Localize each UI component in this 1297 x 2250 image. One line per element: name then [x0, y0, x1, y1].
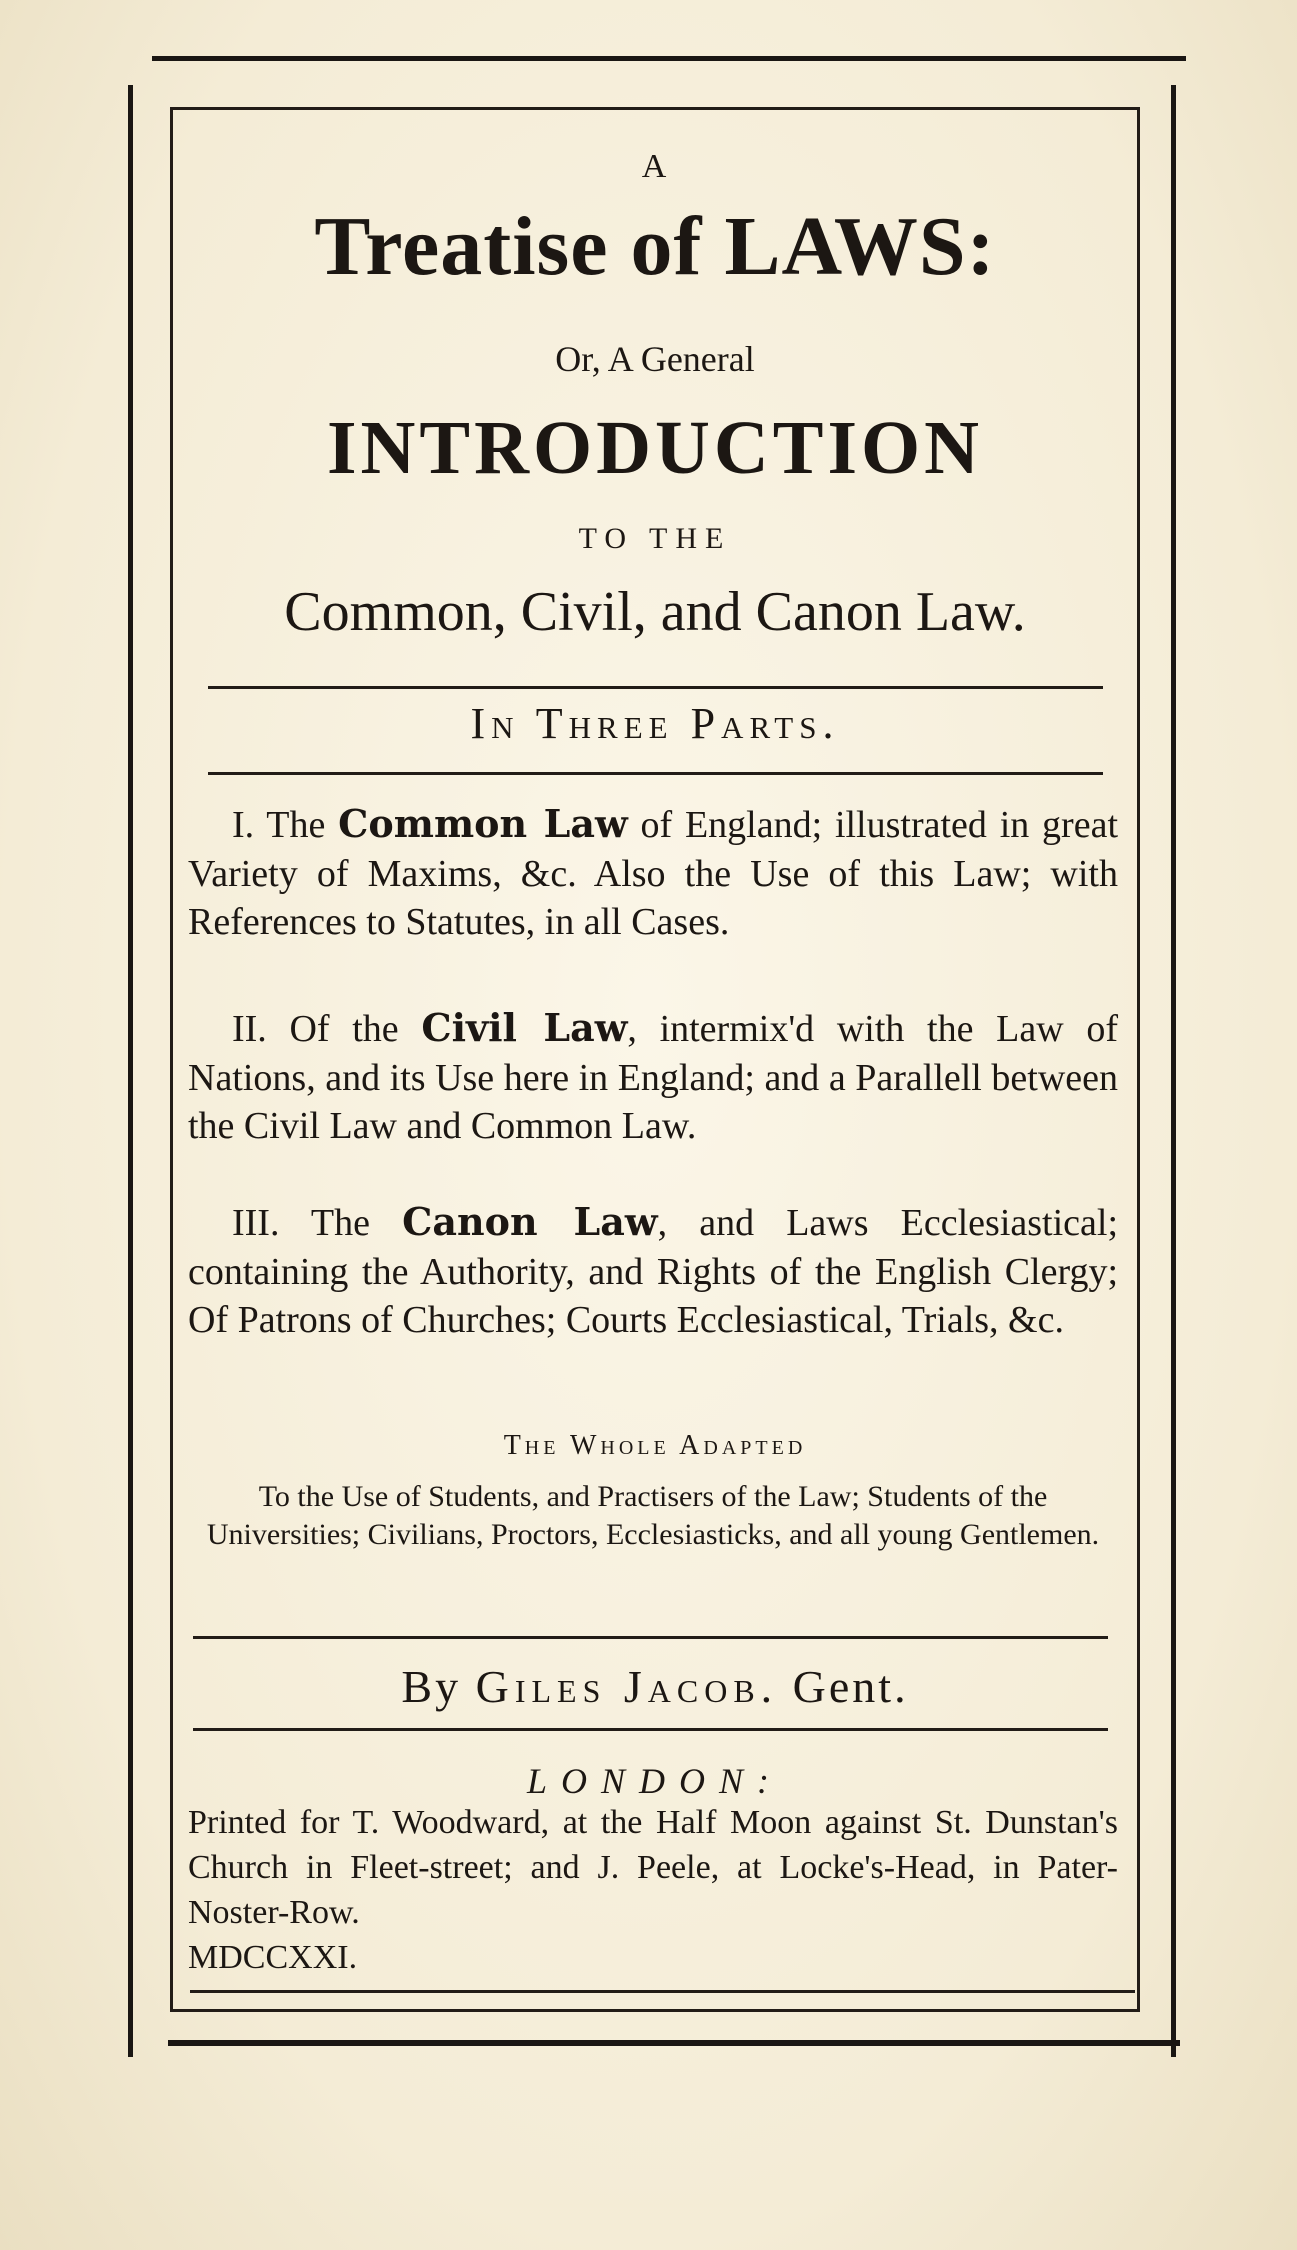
rule-above-author: [193, 1636, 1108, 1639]
title-article: A: [641, 148, 669, 185]
part-three-paragraph: [188, 1198, 1118, 1345]
author-prefix: By: [401, 1661, 476, 1712]
outer-border-bottom: [168, 2040, 1180, 2046]
adapted-for-paragraph: To the Use of Students, and Practisers of the Law; Students of the Universities; Civilians, Proctors, Ecclesiasticks, and all young Gentlemen.: [206, 1480, 1100, 1551]
rule-above-parts: [208, 686, 1103, 689]
part-two-lead: II. Of the: [232, 1008, 422, 1050]
author-suffix: Gent.: [778, 1661, 909, 1712]
imprint-paragraph: [188, 1800, 1118, 1980]
part-one-blackletter: Common Law: [338, 801, 628, 846]
part-one-lead: I. The: [232, 804, 339, 846]
parts-heading: In Three Parts.: [470, 699, 840, 748]
rule-bottom: [190, 1990, 1135, 1993]
rule-below-parts: [208, 772, 1103, 775]
imprint-text: Printed for T. Woodward, at the Half Moon against St. Dunstan's Church in Fleet-street; and J. Peele, at Locke's-Head, in Pater-Noster-Row.: [188, 1804, 1118, 1931]
part-two-paragraph: [188, 1004, 1118, 1151]
subtitle-or: Or, A General: [555, 339, 755, 379]
outer-border-top: [152, 56, 1186, 61]
part-one-paragraph: [188, 800, 1118, 947]
rule-below-author: [193, 1728, 1108, 1731]
part-two-rest: , intermix'd with the Law of Nations, and its Use here in England; and a Parallell between the Civil Law and Common Law.: [188, 1008, 1118, 1147]
place-of-publication: LONDON:: [526, 1761, 784, 1801]
part-three-lead: III. The: [232, 1202, 403, 1244]
part-two-blackletter: Civil Law: [421, 1005, 628, 1050]
whole-adapted-line: The Whole Adapted: [503, 1430, 807, 1461]
part-one-rest: of England; illustrated in great Variety of Maxims, &c. Also the Use of this Law; with References to Statutes, in all Cases.: [188, 804, 1118, 943]
subject-line: Common, Civil, and Canon Law.: [284, 581, 1026, 643]
part-three-rest: , and Laws Ecclesiastical; containing the Authority, and Rights of the English Clergy; Of Patrons of Churches; Courts Ecclesiastical, Trials, &c.: [188, 1202, 1119, 1341]
publication-year: MDCCXXI.: [188, 1939, 358, 1976]
to-the-line: TO THE: [578, 522, 732, 555]
main-title: Treatise of LAWS:: [314, 200, 996, 293]
author-line: [190, 1660, 1120, 1713]
introduction-heading: INTRODUCTION: [326, 406, 984, 490]
author-name: Giles Jacob.: [475, 1661, 779, 1712]
part-three-blackletter: Canon Law: [402, 1199, 658, 1244]
